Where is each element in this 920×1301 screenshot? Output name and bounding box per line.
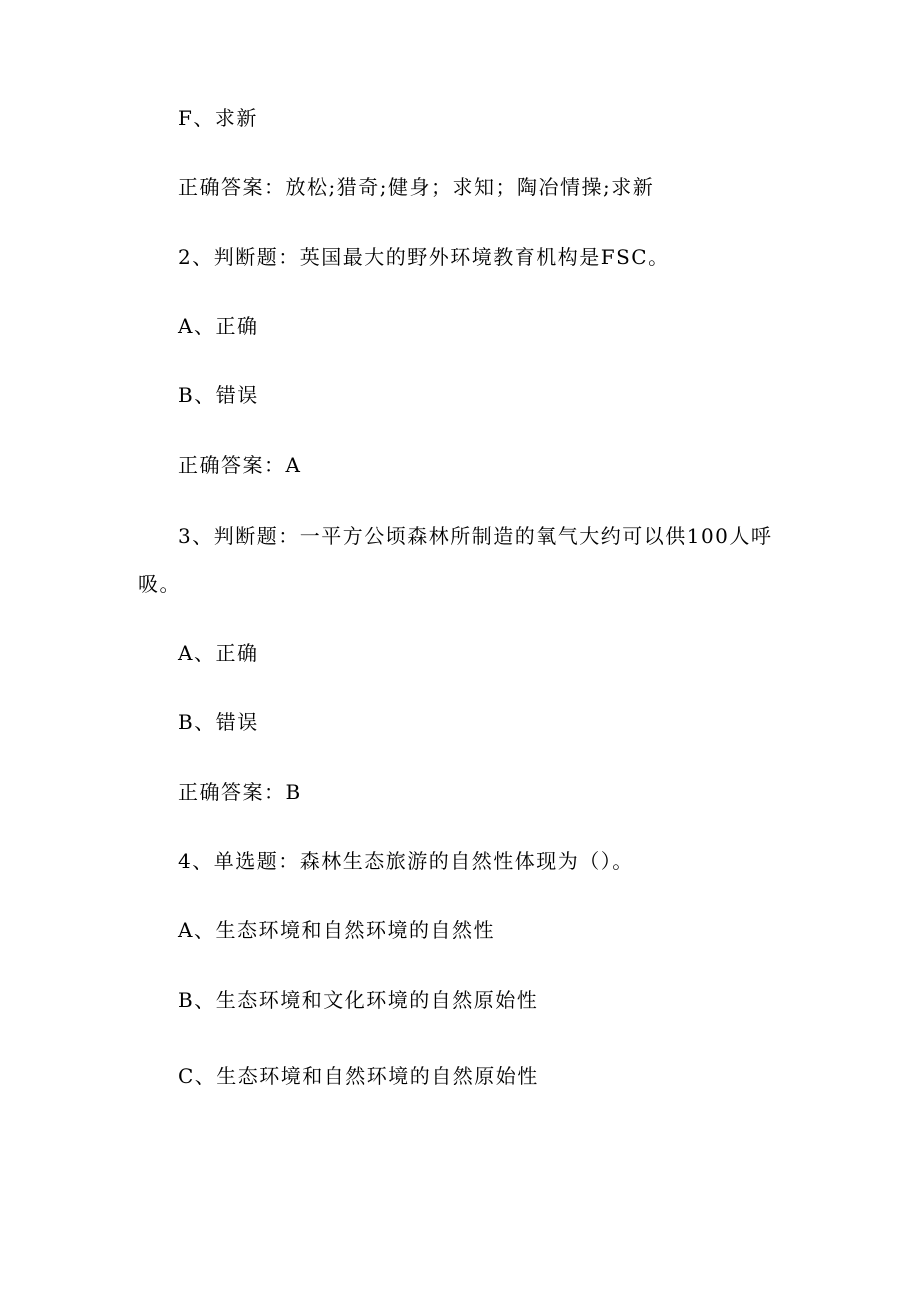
- q2-option-a: A、正确: [178, 314, 259, 338]
- q3-question-line2: 吸。: [138, 572, 181, 596]
- q3-question-line1: 3、判断题：一平方公顷森林所制造的氧气大约可以供100人呼: [178, 524, 773, 548]
- q4-option-b: B、生态环境和文化环境的自然原始性: [178, 988, 539, 1012]
- q3-answer: 正确答案：B: [178, 780, 302, 804]
- q4-option-a: A、生态环境和自然环境的自然性: [178, 918, 495, 942]
- q4-option-c: C、生态环境和自然环境的自然原始性: [178, 1064, 539, 1088]
- q1-option-f: F、求新: [178, 106, 258, 130]
- q4-question: 4、单选题：森林生态旅游的自然性体现为（）。: [178, 849, 634, 873]
- q2-answer: 正确答案：A: [178, 453, 302, 477]
- q3-option-a: A、正确: [178, 641, 259, 665]
- q2-option-b: B、错误: [178, 383, 259, 407]
- q1-answer: 正确答案：放松;猎奇;健身；求知；陶冶情操;求新: [178, 175, 655, 199]
- q2-question: 2、判断题：英国最大的野外环境教育机构是FSC。: [178, 245, 670, 269]
- q3-option-b: B、错误: [178, 710, 259, 734]
